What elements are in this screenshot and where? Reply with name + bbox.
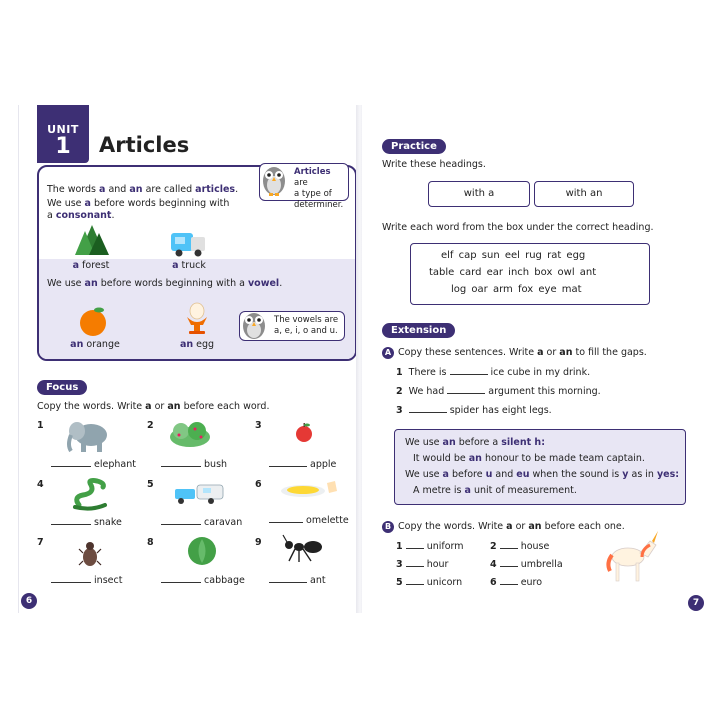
item-number: 1 [37,420,44,431]
item-number: 4 [37,479,44,490]
b-item-1: 1 uniform [396,541,464,552]
focus-item-9: ant [269,575,326,586]
item-number: 2 [147,420,154,431]
sentence-1: 1 There is ice cube in my drink. [396,367,591,378]
egg-icon [185,303,209,337]
silent-h-rule-box [394,429,686,505]
word-row-3: log oar arm fox eye mat [451,284,582,295]
b-item-3: 3 hour [396,559,449,570]
unit-label: UNIT [47,123,79,136]
heading-with-a: with a [428,181,530,207]
rule-line-1: We use an before a silent h: [405,437,545,448]
practice-label: Practice [382,139,446,154]
focus-item-4: snake [51,517,122,528]
focus-item-3: apple [269,459,336,470]
forest-icon [75,225,109,259]
unit-badge [37,105,89,163]
articles-tip: Articles are a type of determiner. [259,163,349,201]
focus-item-5: caravan [161,517,242,528]
example-orange: an orange [70,339,120,350]
ant-icon [281,535,325,563]
item-number: 9 [255,537,262,548]
section-a-instruction: Copy these sentences. Write a or an to fill the gaps. [398,347,647,358]
sentence-3: 3 spider has eight legs. [396,405,552,416]
page-number-right: 7 [688,595,704,611]
focus-item-8: cabbage [161,575,245,586]
rule-line-4: A metre is a unit of measurement. [413,485,577,496]
section-b-badge: B [382,521,394,533]
word-row-2: table card ear inch box owl ant [429,267,597,278]
page-number-left: 6 [21,593,37,609]
b-item-4: 4 umbrella [490,559,563,570]
snake-icon [71,477,111,509]
focus-item-6: omelette [269,515,349,526]
b-item-6: 6 euro [490,577,543,588]
focus-item-2: bush [161,459,227,470]
orange-icon [79,307,109,337]
rule-line-3: We use a before u and eu when the sound is y as in yes: [405,469,680,480]
item-number: 5 [147,479,154,490]
box-instruction: Write each word from the box under the correct heading. [382,222,654,233]
example-truck: a truck [172,260,206,271]
example-egg: an egg [179,339,215,350]
left-page [18,105,358,613]
section-b-instruction: Copy the words. Write a or an before each one. [398,521,625,532]
focus-item-7: insect [51,575,122,586]
elephant-icon [67,419,111,453]
item-number: 6 [255,479,262,490]
intro-line-3: a consonant. [47,210,115,221]
focus-label: Focus [37,380,87,395]
page-title: Articles [99,133,190,157]
item-number: 3 [255,420,262,431]
owl-icon [261,163,287,197]
book-spread [0,105,720,613]
omelette-icon [279,479,339,501]
sentence-2: 2 We had argument this morning. [396,386,601,397]
right-page [362,105,710,613]
focus-instruction: Copy the words. Write a or an before each word. [37,401,270,412]
extension-label: Extension [382,323,455,338]
unicorn-icon [606,531,668,587]
word-row-1: elf cap sun eel rug rat egg [441,250,586,261]
caravan-icon [175,481,225,507]
example-forest: a forest [72,260,110,271]
bush-icon [169,421,211,447]
b-item-5: 5 unicorn [396,577,463,588]
vowels-tip: The vowels are a, e, i, o and u. [239,311,345,341]
practice-instruction: Write these headings. [382,159,486,170]
item-number: 8 [147,537,154,548]
b-item-2: 2 house [490,541,550,552]
rule-line-2: It would be an honour to be made team captain. [413,453,645,464]
cabbage-icon [185,535,219,565]
insect-icon [79,539,101,569]
word-box [410,243,650,305]
section-a-badge: A [382,347,394,359]
unit-number: 1 [55,134,71,159]
item-number: 7 [37,537,44,548]
truck-icon [171,231,207,257]
owl-icon [241,309,267,341]
apple-icon [295,423,313,443]
vowel-rule-line: We use an before words beginning with a vowel. [47,278,283,289]
intro-line-2: We use a before words beginning with [47,198,230,209]
intro-line-1: The words a and an are called articles. [47,184,239,195]
focus-item-1: elephant [51,459,136,470]
heading-with-an: with an [534,181,634,207]
